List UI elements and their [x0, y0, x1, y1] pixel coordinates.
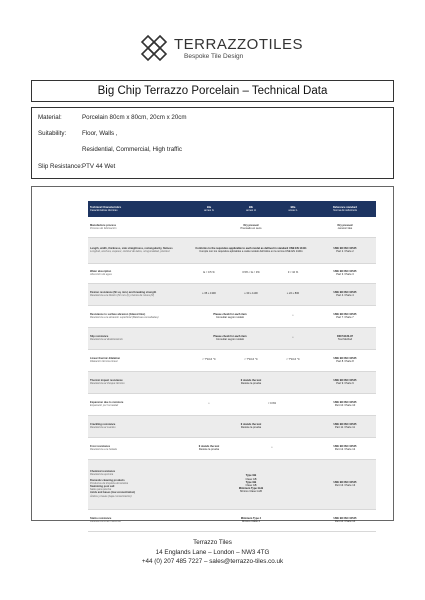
row-ref: UNE EN ISO 10545: [333, 400, 357, 404]
row-ref-sub: Part 10 / Parte 10: [334, 404, 356, 407]
row-name: Length, width, thickness, side straightness, rectangularity, flatness: [90, 246, 173, 250]
row-name: Expansion due to moisture: [90, 400, 124, 404]
row-label-cell: [88, 305, 188, 327]
row-value-biia: •: [272, 305, 314, 327]
table-row: [88, 327, 376, 349]
material-row: [32, 114, 393, 126]
row-ref: UNE EN ISO 10545: [333, 290, 357, 294]
header-reference-sub: Norma de referencia: [333, 209, 357, 212]
row-label-cell: [88, 509, 188, 531]
row-ref-cell: [314, 305, 376, 327]
row-name: Water absorption: [90, 269, 112, 273]
row-ref-sub: Part 3 / Parte 3: [336, 273, 354, 276]
table-row: [88, 371, 376, 393]
row-value-sub: Consultar según modelo: [215, 338, 245, 341]
chem-item: Swimming pool salt: [90, 485, 115, 488]
footer: [0, 538, 425, 567]
row-sub: Resistencia a la abrasión superficial (Baldosas esmaltadas): [90, 316, 159, 319]
chem-item-sub: Ácidos y bases (baja concentración): [90, 494, 132, 498]
row-sub: Dilatación térmica lineal: [90, 360, 118, 363]
table-row: [88, 415, 376, 437]
row-ref: DIN 51130-97: [336, 334, 353, 338]
table-row: [88, 305, 376, 327]
row-label-cell: [88, 437, 188, 459]
row-label-cell: [88, 415, 188, 437]
row-value-sub: Mínimo Clase 4: [241, 520, 261, 523]
row-ref: UNE EN ISO 10545: [333, 356, 357, 360]
row-ref: UNE EN ISO 10545: [333, 312, 357, 316]
row-ref-sub: ceramic tiles: [337, 226, 353, 230]
row-value-sub: Resiste la prueba: [198, 448, 220, 451]
row-sub: Resistencia a la flexión (N/ mm.2) y fuerza de rotura (N): [90, 294, 155, 297]
header-characteristics-sub: Características técnicas: [90, 209, 118, 212]
row-sub: Proceso de fabricación: [90, 226, 117, 230]
slip-row: [32, 163, 393, 175]
diamond-logo-icon: [138, 32, 170, 64]
table-row: [88, 263, 376, 283]
row-sub: Resistencia al choque térmico: [90, 382, 125, 385]
header-bib-sub: annex H: [246, 209, 256, 212]
slip-value: PTV 44 Wet: [82, 163, 116, 170]
info-box: [31, 107, 394, 179]
row-value-bib-biia: •: [230, 437, 314, 459]
row-ref-sub: Test Method: [337, 338, 353, 341]
footer-address: 14 Englands Lane – London – NW3 4TG: [155, 548, 270, 556]
row-label-cell: [88, 349, 188, 371]
row-name: Stains resistance: [90, 516, 112, 520]
header-characteristics-label: Technical Characteristics: [90, 205, 122, 209]
table-row: [88, 437, 376, 459]
header-bib: [230, 201, 272, 217]
row-name: Linear thermic dilatation: [90, 356, 121, 360]
brand-tagline: Bespoke Tile Design: [184, 53, 244, 60]
row-value: It stands the test: [240, 378, 262, 382]
row-name: Resistance to surface abrasion (Glazed tiles): [90, 312, 146, 316]
row-value-bia: < 7*10-6 °C: [188, 349, 230, 371]
brand-name: TERRAZZOTILES: [174, 36, 304, 53]
table-header-row: [88, 201, 376, 217]
page-title: Big Chip Terrazzo Porcelain – Technical Data: [97, 85, 328, 97]
header-bia-label: BIa: [206, 205, 212, 209]
table-row: [88, 509, 376, 531]
chem-item-sub: Productos de limpieza doméstica: [90, 481, 129, 485]
row-sub: Longitud, anchura, espesor, rectitud de lados, ortogonalidad, planitud: [90, 250, 170, 253]
row-ref: UNE EN ISO 10545: [333, 246, 357, 250]
footer-company: Terrazzo Tiles: [193, 539, 232, 546]
material-label: Material:: [38, 114, 62, 121]
row-sub: Resistencia a la helada: [90, 448, 117, 451]
suitability-row-2: [32, 146, 393, 158]
suitability-value-2: Residential, Commercial, High traffic: [82, 146, 182, 153]
row-ref: UNE EN ISO 10545: [333, 422, 357, 426]
row-sub: Resistencia química: [90, 473, 114, 477]
row-ref-cell: [314, 459, 376, 509]
row-ref-cell: [314, 349, 376, 371]
row-name: Crackling resistance: [90, 422, 116, 426]
row-label-cell: [88, 459, 188, 509]
suitability-row: [32, 130, 393, 142]
row-name: Flexion resistance (N/ sq. mm.) and breaking strength: [90, 290, 157, 294]
row-value-bia: E < 0.5 %: [188, 263, 230, 283]
row-name: Chemical resistance: [90, 470, 116, 474]
row-label-cell: [88, 327, 188, 349]
row-sub: Expansión por humedad: [90, 404, 119, 407]
row-ref: UNE EN ISO 10545: [333, 480, 357, 484]
row-ref-cell: [314, 437, 376, 459]
row-value-bib: < 7*10-6 °C: [230, 349, 272, 371]
slip-label: Slip Resistance:: [38, 163, 83, 170]
row-value-sub: Clase GB: [245, 477, 257, 481]
row-sub: Resistencia a las manchas: [90, 520, 121, 523]
row-value-cell: [188, 415, 314, 437]
row-value-sub: Resiste la prueba: [240, 426, 262, 429]
row-ref-sub: Part 7 / Parte 7: [336, 316, 354, 319]
row-value-bib-biia: < 0.6%: [230, 393, 314, 415]
row-ref-sub: Part 14 / Parte 14: [334, 520, 356, 523]
row-ref: Dry pressed: [337, 223, 353, 227]
row-value-cell: [188, 459, 314, 509]
table-row: [88, 393, 376, 415]
row-value: Please check for each item: [213, 334, 247, 338]
row-label-cell: [88, 371, 188, 393]
row-value-sub: Resiste la prueba: [240, 382, 262, 385]
chem-item: Domestic cleaning products: [90, 478, 125, 482]
row-name: Thermic impact resistance: [90, 378, 123, 382]
row-sub: Resistencia al cuarteo: [90, 426, 116, 429]
row-value-bia: ≥ 35 ≥ 1300: [188, 283, 230, 305]
material-value: Porcelain 80cm x 80cm, 20cm x 20cm: [82, 114, 187, 121]
row-label-cell: [88, 393, 188, 415]
table-row: [88, 217, 376, 237]
row-value: Dry pressed: [243, 223, 259, 227]
header-biia-label: BIIa: [290, 205, 296, 209]
header-biia: [272, 201, 314, 217]
table-row: [88, 283, 376, 305]
row-ref-cell: [314, 393, 376, 415]
header-bib-label: BIb: [248, 205, 254, 209]
row-ref-cell: [314, 371, 376, 393]
row-value: It stands the test: [198, 444, 220, 448]
row-ref-sub: Part 11 / Parte 11: [335, 426, 355, 429]
row-ref-sub: Part 8 / Parte 8: [336, 360, 354, 363]
row-label-cell: [88, 237, 188, 263]
row-value: Type GB: [245, 474, 257, 478]
row-sub: Resistencia al deslizamiento: [90, 338, 123, 341]
footer-contact: +44 (0) 207 485 7227 – sales@terrazzo-tiles.co.uk: [141, 558, 284, 565]
row-value: Minimum Type 4: [240, 516, 262, 520]
table-row: [88, 349, 376, 371]
row-value-bia: •: [188, 393, 230, 415]
row-value-biia: ≥ 22 ≥ 800: [272, 283, 314, 305]
row-value-sub: Clase GB: [245, 484, 257, 487]
row-ref-cell: [314, 263, 376, 283]
row-value: Please check for each item: [213, 312, 247, 316]
row-ref: UNE EN ISO 10545: [333, 516, 357, 520]
header-reference-label: Reference standard: [332, 205, 358, 209]
row-ref-sub: Part 4 / Parte 4: [336, 294, 354, 297]
table-row: [88, 459, 376, 509]
row-label-cell: [88, 217, 188, 237]
row-ref: UNE EN ISO 10545: [333, 378, 357, 382]
table-row: [88, 237, 376, 263]
row-ref-cell: [314, 327, 376, 349]
header-bia: [188, 201, 230, 217]
technical-data-table-frame: [31, 186, 394, 521]
row-ref-cell: [314, 237, 376, 263]
row-ref-sub: Part 12 / Parte 12: [334, 448, 356, 451]
row-value-cell: [188, 327, 272, 349]
row-value-bib: 0.5% < E < 3%: [230, 263, 272, 283]
row-value-cell: [188, 305, 272, 327]
row-name: Slip resistance: [90, 334, 109, 338]
row-label-cell: [88, 263, 188, 283]
row-value: Type GB: [245, 480, 257, 484]
row-value-sub: Cumple con los requisitos aplicables a cada modelo definidos en la norma UNE EN 14411: [199, 250, 303, 253]
row-ref-cell: [314, 415, 376, 437]
header-characteristics: [88, 201, 188, 217]
header-bia-sub: annex G: [204, 209, 214, 212]
row-value-cell: [188, 437, 230, 459]
row-ref-sub: Part 13 / Parte 13: [334, 484, 356, 487]
chem-item-sub: Sales para piscina: [90, 488, 112, 492]
row-value-cell: [188, 509, 314, 531]
row-value-cell: [188, 371, 314, 393]
suitability-label: Suitability:: [38, 130, 67, 137]
row-ref-cell: [314, 509, 376, 531]
header-reference: [314, 201, 376, 217]
row-ref-cell: [314, 217, 376, 237]
row-ref-sub: Part 2 / Parte 2: [336, 250, 354, 253]
technical-data-table: [88, 201, 376, 532]
row-value-sub: Mínimo Clase GLB: [240, 490, 262, 494]
row-label-cell: [88, 283, 188, 305]
chem-item: Acids and bases (low concentration): [90, 491, 136, 495]
row-value: Minimum Type GLB: [238, 487, 264, 491]
row-value: Conforms to the requisites applicable to each model as defined in standard UNE EN 14411: [195, 246, 307, 250]
row-value-cell: [188, 237, 314, 263]
row-name: Manufacture process: [90, 223, 117, 227]
row-value-sub: Consultar según modelo: [215, 316, 245, 319]
row-ref: UNE EN ISO 10545: [333, 269, 357, 273]
suitability-value: Floor, Walls ,: [82, 130, 118, 137]
brand-logo: [138, 30, 304, 66]
row-name: Frost resistance: [90, 444, 111, 448]
row-value-bib: ≥ 30 ≥ 1100: [230, 283, 272, 305]
row-ref-sub: Part 9 / Parte 9: [336, 382, 354, 385]
row-value-biia: < 7*10-6 °C: [272, 349, 314, 371]
row-ref: UNE EN ISO 10545: [333, 444, 357, 448]
row-value-sub: Prensado en seco: [240, 226, 262, 230]
row-value-biia: •: [272, 327, 314, 349]
title-box: [31, 80, 394, 102]
row-value-biia: 3 < 10 %: [272, 263, 314, 283]
row-ref-cell: [314, 283, 376, 305]
row-sub: Absorción de agua: [90, 273, 112, 276]
header-biia-sub: annex L: [288, 209, 298, 212]
row-value-cell: [188, 217, 314, 237]
row-value: It stands the test: [240, 422, 262, 426]
